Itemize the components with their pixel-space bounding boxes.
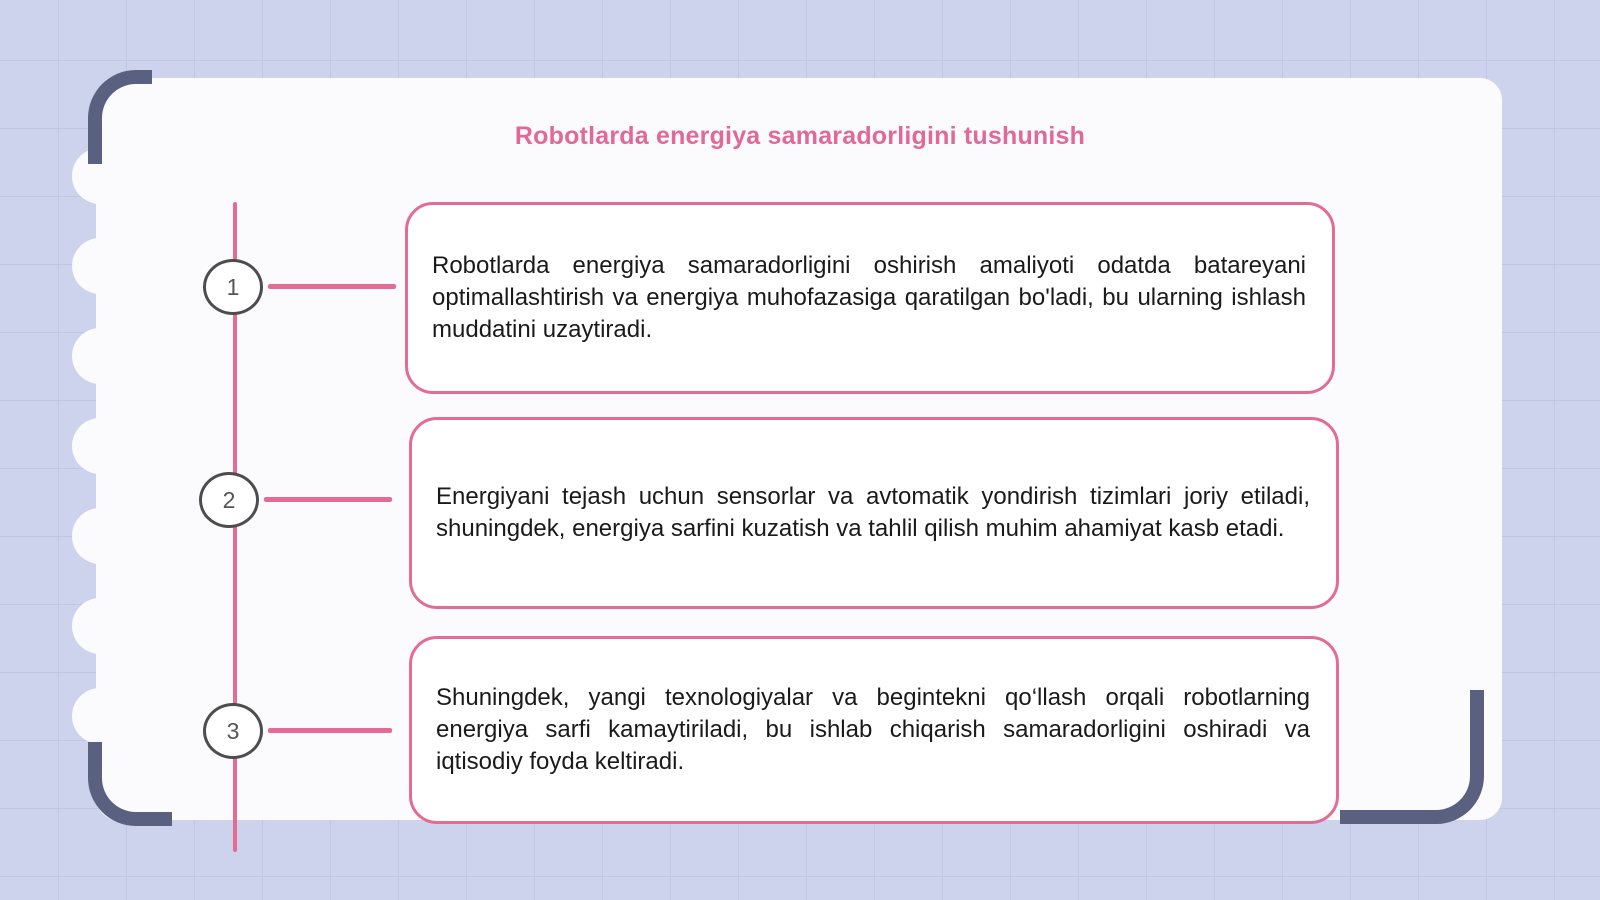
step-number-circle: 2 [199,472,259,528]
step-card-text: Energiyani tejash uchun sensorlar va avtomatik yondirish tizimlari joriy etiladi, shuningdek, energiya sarfini kuzatish va tahlil qilish muhim ahamiyat kasb etadi. [436,483,1310,542]
slide-title: Robotlarda energiya samaradorligini tushunish [514,122,1086,150]
corner-bracket-top-left [88,70,152,164]
step-card [405,202,1335,394]
paper-scallop [72,328,128,384]
step-card-text: Shuningdek, yangi texnologiyalar va begintekni qo‘llash orqali robotlarning energiya sarfi kamaytiriladi, bu ishlab chiqarish samaradorligini oshiradi va iqtisodiy foyda keltiradi. [436,684,1310,775]
timeline-connector [268,284,396,289]
paper-scallop [72,688,128,744]
paper-scallop [72,418,128,474]
step-card [409,417,1339,609]
corner-bracket-bottom-right [1340,690,1484,824]
paper-scallop [72,508,128,564]
corner-bracket-bottom-left [88,742,172,826]
step-number-circle: 1 [203,259,263,315]
paper-scallop [72,238,128,294]
timeline-connector [264,497,392,502]
step-card [409,636,1339,824]
timeline-connector [268,728,392,733]
paper-scallop [72,598,128,654]
step-number-circle: 3 [203,703,263,759]
step-card-text: Robotlarda energiya samaradorligini oshirish amaliyoti odatda batareyani optimallashtirish va energiya muhofazasiga qaratilgan bo'ladi, bu ularning ishlash muddatini uzaytiradi. [432,252,1306,343]
